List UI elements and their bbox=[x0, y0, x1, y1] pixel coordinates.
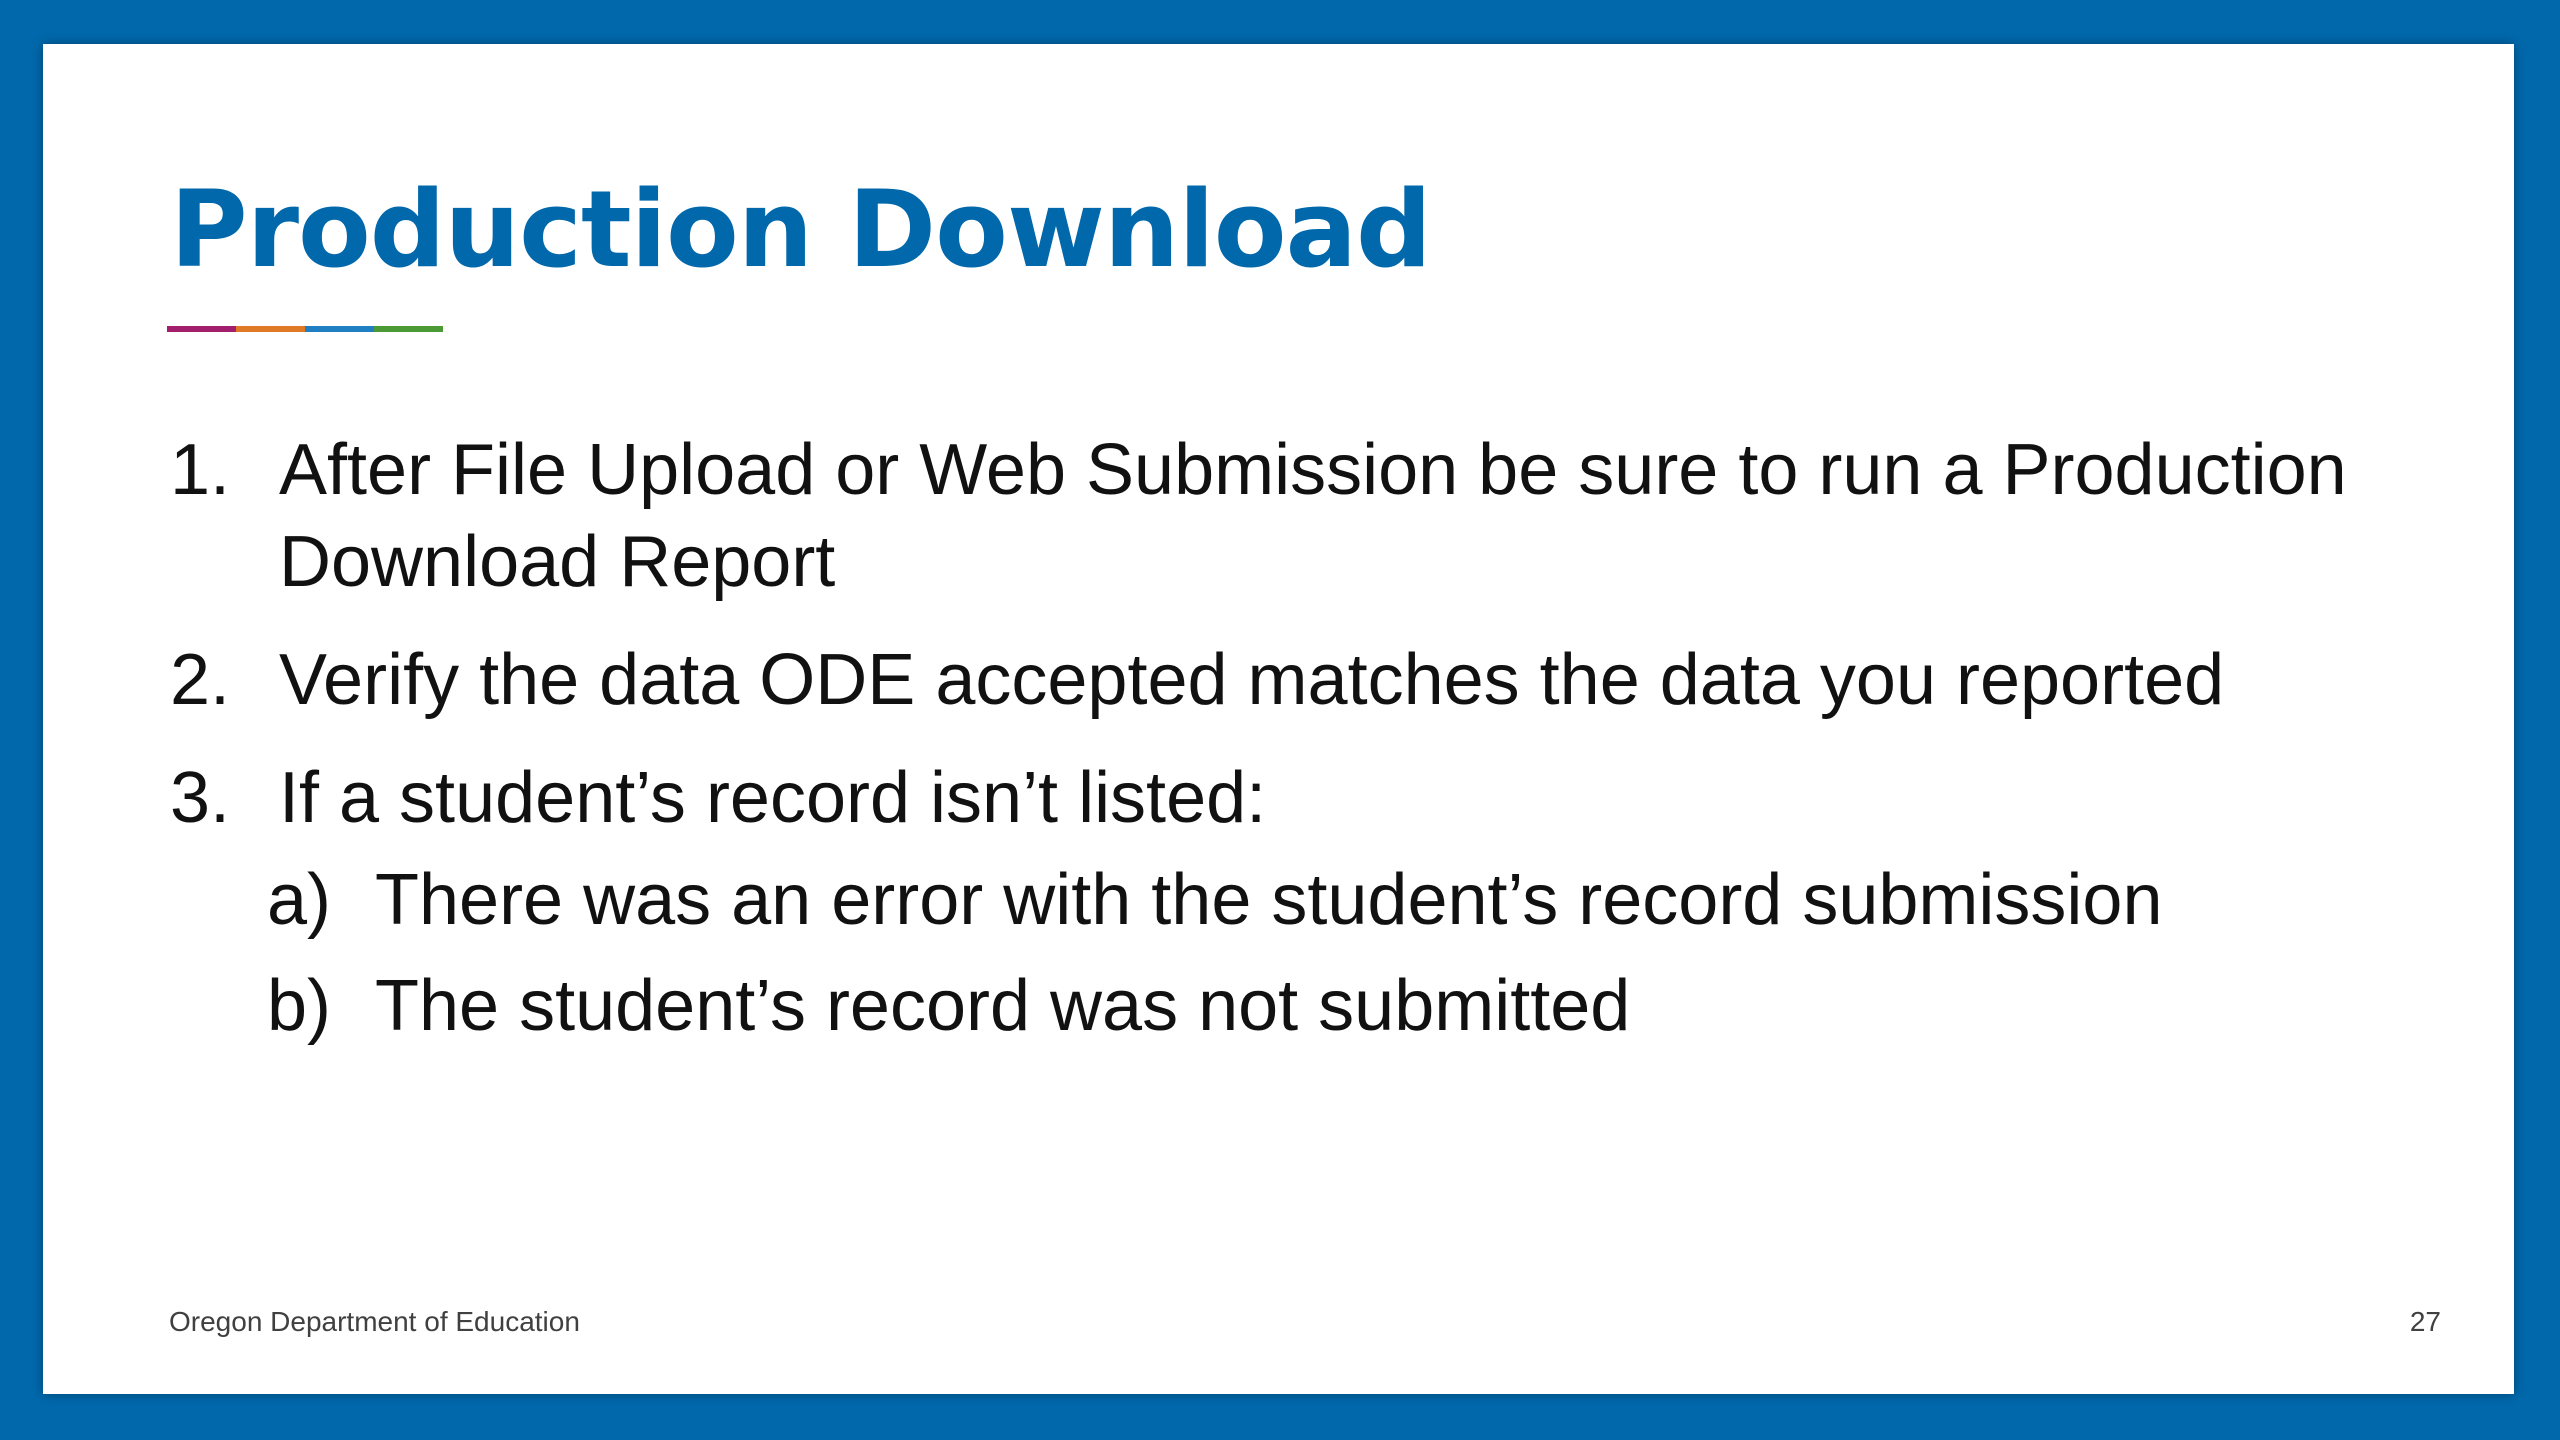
slide-title: Production Download bbox=[170, 168, 1431, 291]
accent-segment-orange bbox=[236, 326, 305, 332]
slide-content bbox=[170, 424, 2470, 1078]
accent-segment-blue bbox=[305, 326, 374, 332]
footer-organization: Oregon Department of Education bbox=[169, 1306, 580, 1337]
list-item-number: 2. bbox=[170, 640, 231, 720]
sub-list-item-letter: b) bbox=[267, 966, 332, 1046]
accent-segment-green bbox=[374, 326, 443, 332]
title-accent-line bbox=[167, 326, 443, 332]
footer-page-number: 27 bbox=[2409, 1306, 2441, 1337]
list-item bbox=[170, 752, 2470, 1052]
list-item-number: 3. bbox=[170, 758, 231, 838]
list-item bbox=[170, 424, 2470, 608]
sub-list-item-text: There was an error with the student’s record submission bbox=[375, 860, 2163, 940]
list-item bbox=[170, 634, 2470, 726]
slide bbox=[43, 44, 2514, 1394]
list-item-text: If a student’s record isn’t listed: bbox=[279, 758, 1267, 838]
accent-segment-magenta bbox=[167, 326, 236, 332]
sub-list bbox=[267, 854, 2470, 1052]
sub-list-item-letter: a) bbox=[267, 860, 332, 940]
sub-list-item bbox=[267, 960, 2470, 1052]
list-item-number: 1. bbox=[170, 430, 231, 510]
sub-list-item bbox=[267, 854, 2470, 946]
list-item-text: After File Upload or Web Submission be sure to run a Production Download Report bbox=[279, 430, 2347, 602]
sub-list-item-text: The student’s record was not submitted bbox=[375, 966, 1631, 1046]
list-item-text: Verify the data ODE accepted matches the data you reported bbox=[279, 640, 2225, 720]
